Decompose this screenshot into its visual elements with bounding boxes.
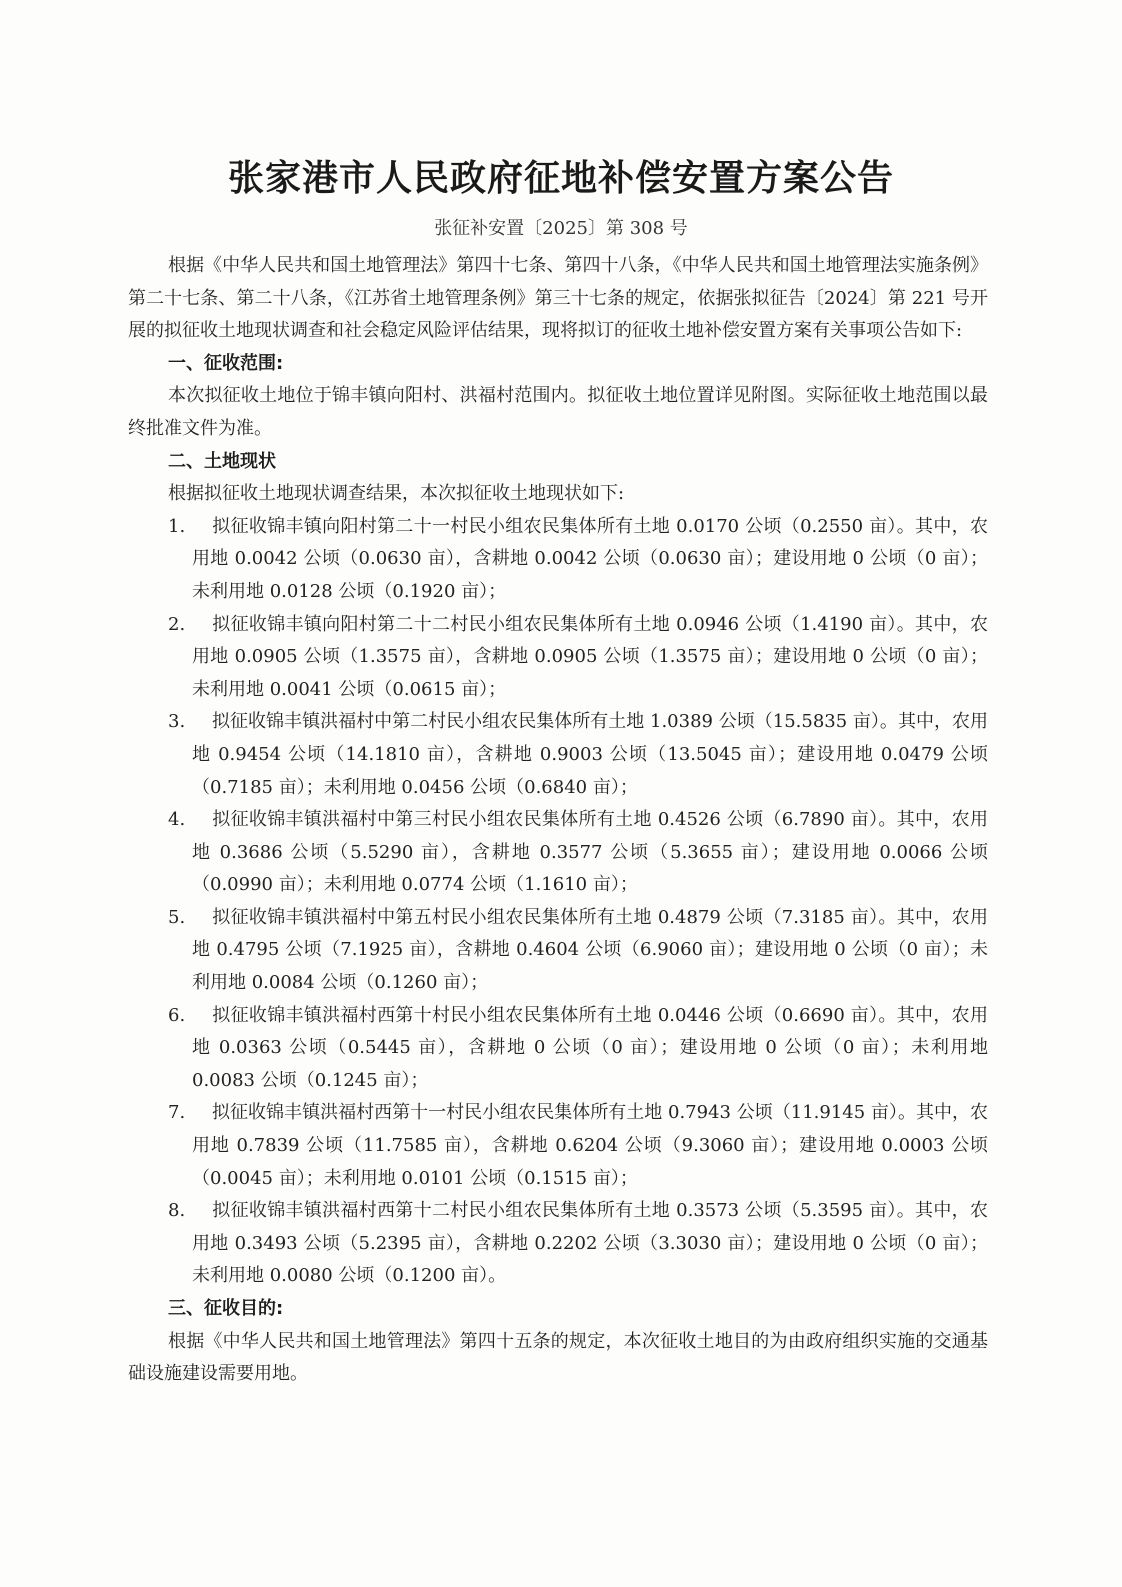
land-status-list — [128, 511, 988, 1293]
section-1-heading: 一、征收范围: — [168, 352, 284, 374]
list-item-text: 拟征收锦丰镇向阳村第二十二村民小组农民集体所有土地 0.0946 公顷（1.4190 亩）。其中，农用地 0.0905 公顷（1.3575 亩），含耕地 0.0905 公顷（1.3575 亩）；建设用地 0 公顷（0 亩）；未利用地 0.0041 公顷（0.0615 亩）； — [192, 613, 988, 700]
list-item-text: 拟征收锦丰镇洪福村西第十村民小组农民集体所有土地 0.0446 公顷（0.6690 亩）。其中，农用地 0.0363 公顷（0.5445 亩），含耕地 0 公顷（0 亩）；建设用地 0 公顷（0 亩）；未利用地 0.0083 公顷（0.1245 亩）； — [192, 1004, 988, 1091]
list-item — [128, 511, 988, 609]
document-number: 张征补安置〔2025〕第 308 号 — [434, 218, 688, 239]
list-item-text: 拟征收锦丰镇向阳村第二十一村民小组农民集体所有土地 0.0170 公顷（0.2550 亩）。其中，农用地 0.0042 公顷（0.0630 亩），含耕地 0.0042 公顷（0.0630 亩）；建设用地 0 公顷（0 亩）；未利用地 0.0128 公顷（0.1920 亩）； — [192, 515, 988, 602]
intro-paragraph: 根据《中华人民共和国土地管理法》第四十七条、第四十八条，《中华人民共和国土地管理法实施条例》第二十七条、第二十八条，《江苏省土地管理条例》第三十七条的规定，依据张拟征告〔2024〕第 221 号开展的拟征收土地现状调查和社会稳定风险评估结果，现将拟订的征收土地补偿安置方案有关事项公告如下: — [128, 255, 988, 342]
list-item-number: 8. — [168, 1200, 186, 1222]
page-title: 张家港市人民政府征地补偿安置方案公告 — [227, 157, 894, 199]
list-item-text: 拟征收锦丰镇洪福村西第十一村民小组农民集体所有土地 0.7943 公顷（11.9145 亩）。其中，农用地 0.7839 公顷（11.7585 亩），含耕地 0.6204 公顷（9.3060 亩）；建设用地 0.0003 公顷（0.0045 亩）；未利用地 0.0101 公顷（0.1515 亩）； — [192, 1102, 988, 1189]
section-3-text: 根据《中华人民共和国土地管理法》第四十五条的规定，本次征收土地目的为由政府组织实施的交通基础设施建设需要用地。 — [128, 1330, 988, 1385]
list-item-text: 拟征收锦丰镇洪福村西第十二村民小组农民集体所有土地 0.3573 公顷（5.3595 亩）。其中，农用地 0.3493 公顷（5.2395 亩），含耕地 0.2202 公顷（3.3030 亩）；建设用地 0 公顷（0 亩）；未利用地 0.0080 公顷（0.1200 亩）。 — [192, 1200, 988, 1287]
list-item — [128, 804, 988, 902]
section-2-lead: 根据拟征收土地现状调查结果，本次拟征收土地现状如下: — [168, 483, 625, 505]
list-item-number: 1. — [168, 515, 186, 537]
list-item — [128, 1000, 988, 1098]
section-3-heading: 三、征收目的: — [168, 1298, 284, 1319]
list-item — [128, 1195, 988, 1293]
list-item-number: 7. — [168, 1102, 186, 1124]
list-item — [128, 609, 988, 707]
list-item-number: 2. — [168, 613, 186, 635]
document-body — [128, 250, 988, 1391]
list-item — [128, 706, 988, 804]
list-item-text: 拟征收锦丰镇洪福村中第三村民小组农民集体所有土地 0.4526 公顷（6.7890 亩）。其中，农用地 0.3686 公顷（5.5290 亩），含耕地 0.3577 公顷（5.3655 亩）；建设用地 0.0066 公顷（0.0990 亩）；未利用地 0.0774 公顷（1.1610 亩）； — [192, 809, 988, 896]
section-1-text: 本次拟征收土地位于锦丰镇向阳村、洪福村范围内。拟征收土地位置详见附图。实际征收土地范围以最终批准文件为准。 — [128, 385, 988, 439]
list-item-number: 5. — [168, 906, 186, 928]
list-item-text: 拟征收锦丰镇洪福村中第五村民小组农民集体所有土地 0.4879 公顷（7.3185 亩）。其中，农用地 0.4795 公顷（7.1925 亩），含耕地 0.4604 公顷（6.9060 亩）；建设用地 0 公顷（0 亩）；未利用地 0.0084 公顷（0.1260 亩）； — [192, 906, 988, 994]
section-2-heading: 二、土地现状 — [168, 450, 276, 472]
list-item-number: 4. — [168, 809, 186, 831]
list-item-text: 拟征收锦丰镇洪福村中第二村民小组农民集体所有土地 1.0389 公顷（15.5835 亩）。其中，农用地 0.9454 公顷（14.1810 亩），含耕地 0.9003 公顷（13.5045 亩）；建设用地 0.0479 公顷（0.7185 亩）；未利用地 0.0456 公顷（0.6840 亩）； — [192, 711, 988, 798]
list-item — [128, 1097, 988, 1195]
list-item-number: 3. — [168, 711, 186, 733]
list-item-number: 6. — [168, 1004, 186, 1026]
list-item — [128, 902, 988, 1000]
